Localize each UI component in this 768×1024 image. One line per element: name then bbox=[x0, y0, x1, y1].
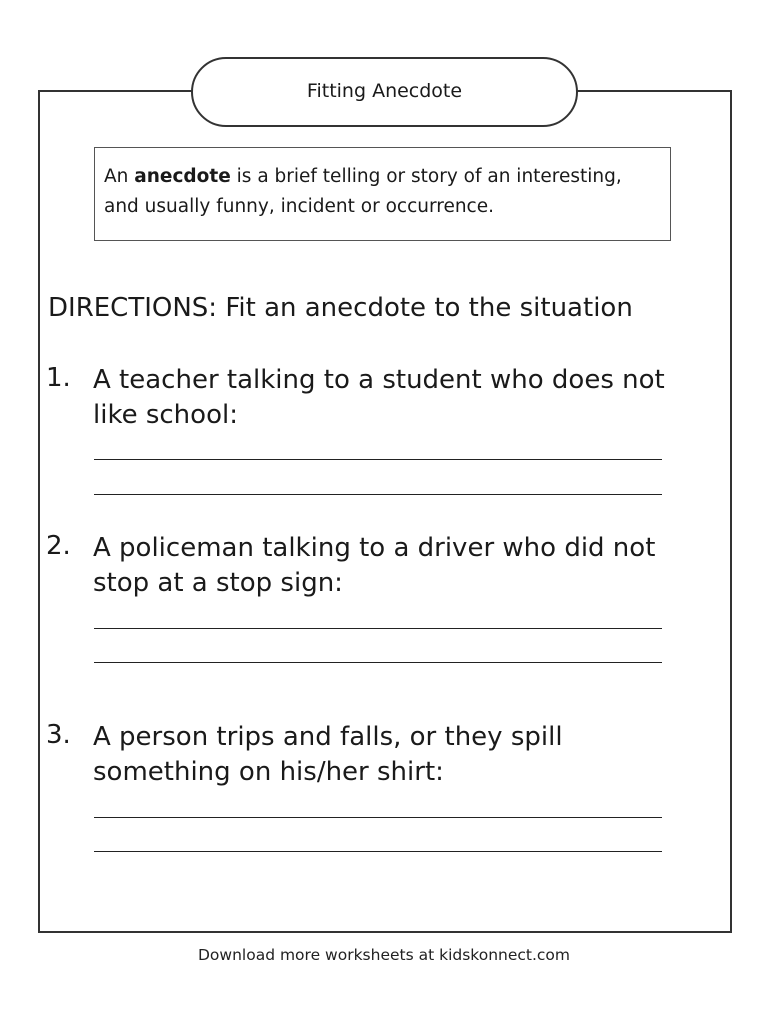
directions-heading: DIRECTIONS: Fit an anecdote to the situation bbox=[48, 293, 633, 323]
item-3-prompt bbox=[93, 720, 703, 790]
item-1-answer-line-2[interactable] bbox=[94, 494, 662, 495]
definition-term: anecdote bbox=[134, 166, 231, 187]
item-1-prompt bbox=[93, 363, 703, 433]
item-3-number: 3. bbox=[46, 720, 71, 750]
item-1-line-2: like school: bbox=[93, 400, 238, 430]
item-2-line-2: stop at a stop sign: bbox=[93, 568, 343, 598]
item-2-answer-line-2[interactable] bbox=[94, 662, 662, 663]
item-1-line-1: A teacher talking to a student who does not bbox=[93, 365, 665, 395]
footer-credit: Download more worksheets at kidskonnect.com bbox=[197, 946, 571, 964]
definition-line-2: and usually funny, incident or occurrence. bbox=[104, 196, 494, 217]
definition-box bbox=[94, 147, 671, 241]
item-3-answer-line-1[interactable] bbox=[94, 817, 662, 818]
item-3-line-1: A person trips and falls, or they spill bbox=[93, 722, 563, 752]
page-title: Fitting Anecdote bbox=[306, 80, 463, 102]
item-1-number: 1. bbox=[46, 363, 71, 393]
item-2-line-1: A policeman talking to a driver who did not bbox=[93, 533, 656, 563]
item-3-line-2: something on his/her shirt: bbox=[93, 757, 444, 787]
item-2-answer-line-1[interactable] bbox=[94, 628, 662, 629]
item-3-answer-line-2[interactable] bbox=[94, 851, 662, 852]
definition-prefix: An bbox=[104, 166, 135, 187]
definition-line-1 bbox=[104, 162, 670, 192]
item-2-number: 2. bbox=[46, 531, 71, 561]
definition-line-1-rest: is a brief telling or story of an interesting, bbox=[230, 166, 622, 187]
title-banner bbox=[191, 57, 578, 127]
item-2-prompt bbox=[93, 531, 703, 601]
item-1-answer-line-1[interactable] bbox=[94, 459, 662, 460]
